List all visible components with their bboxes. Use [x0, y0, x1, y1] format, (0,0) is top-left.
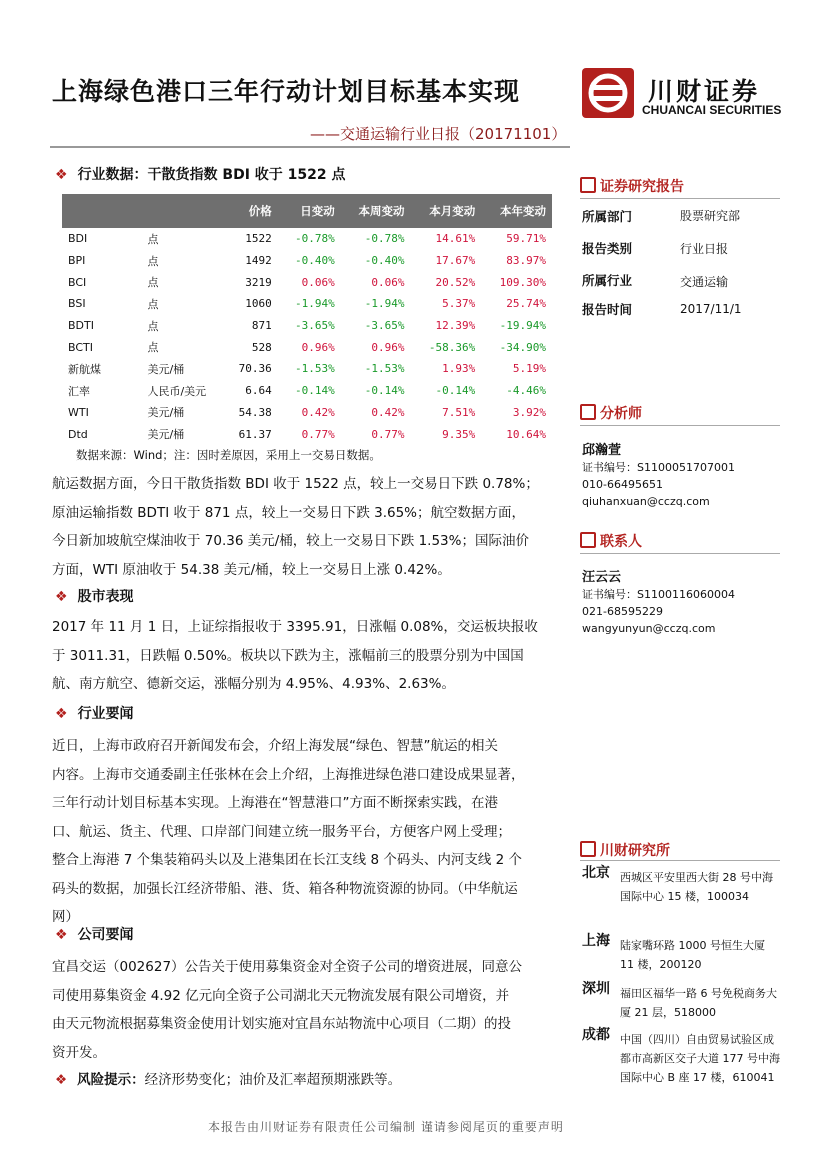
table-cell-y: -19.94% — [499, 319, 546, 333]
table-cell-w: -1.53% — [364, 362, 405, 376]
diamond-bullet-icon: ❖ — [55, 589, 68, 605]
table-row — [62, 402, 552, 424]
sidebar-divider — [580, 553, 780, 554]
table-cell-price: 3219 — [245, 275, 272, 289]
office-city: 上海 — [582, 933, 610, 949]
contact-card: 汪云云 证书编号：S1100116060004 021-68595229 wangyunyun@cczq.com — [582, 570, 735, 635]
table-cell-price: 1060 — [245, 297, 272, 311]
table-cell-price: 871 — [251, 319, 272, 333]
analyst-card: 邱瀚萱 证书编号：S1100051707001 010-66495651 qiuhanxuan@cczq.com — [582, 443, 735, 508]
table-header-cell — [141, 194, 220, 228]
office-address: 陆家嘴环路 1000 号恒生大厦 11 楼，200120 — [620, 939, 765, 971]
table-cell-name: BCI — [68, 275, 87, 289]
table-cell-w: -0.14% — [364, 384, 405, 398]
office-city: 深圳 — [582, 981, 610, 997]
page-subtitle: ——交通运输行业日报（20171101） — [310, 125, 567, 143]
table-cell-y: 59.71% — [506, 232, 546, 246]
table-cell-m: 9.35% — [442, 427, 476, 441]
sidebar-divider — [580, 860, 780, 861]
office-city: 成都 — [582, 1027, 610, 1043]
market-paragraph: 2017 年 11 月 1 日，上证综指报收于 3395.91，日涨幅 0.08%，交运板块报收 于 3011.31，日跌幅 0.50%。板块以下跌为主，涨幅前三的股票分别为中国国 航、南方航空、德新交运，涨幅分别为 4.95%、4.93%、2.63%。 — [52, 619, 538, 692]
risk-warning: ❖ 风险提示：经济形势变化；油价及汇率超预期涨跌等。 — [55, 1072, 402, 1088]
table-cell-w: -0.78% — [364, 232, 405, 246]
table-cell-m: -58.36% — [428, 340, 476, 354]
table-cell-unit: 点 — [147, 319, 159, 333]
table-cell-d: -0.78% — [294, 232, 335, 246]
table-cell-m: 20.52% — [435, 275, 476, 289]
table-cell-w: 0.06% — [371, 275, 405, 289]
office-city: 北京 — [582, 865, 610, 881]
sidebar-divider — [580, 425, 780, 426]
table-header-cell — [62, 194, 141, 228]
section-industry-data: ❖ 行业数据：干散货指数 BDI 收于 1522 点 — [55, 167, 346, 183]
table-cell-w: -1.94% — [364, 297, 405, 311]
table-row — [62, 358, 552, 380]
table-cell-d: -0.40% — [294, 254, 335, 268]
table-cell-d: 0.96% — [301, 340, 335, 354]
table-row — [62, 336, 552, 358]
table-cell-name: BCTI — [68, 340, 93, 354]
table-cell-y: -34.90% — [499, 340, 546, 354]
analyst-email[interactable]: qiuhanxuan@cczq.com — [582, 495, 710, 508]
sidebar-analyst-heading: 分析师 — [580, 403, 642, 423]
table-cell-y: 109.30% — [499, 275, 546, 289]
shipping-paragraph: 航运数据方面，今日干散货指数 BDI 收于 1522 点，较上一交易日下跌 0.78%； 原油运输指数 BDTI 收于 871 点，较上一交易日下跌 3.65%；航空数据方面， 今日新加坡航空煤油收于 70.36 美元/桶，较上一交易日下跌 1.53%；国际油价 方面，WTI 原油收于 54.38 美元/桶，较上一交易日上涨 0.42%。 — [52, 476, 539, 578]
table-cell-name: WTI — [68, 405, 89, 419]
table-header-row — [62, 194, 552, 228]
sidebar-institute-heading: 川财研究所 — [580, 840, 670, 860]
table-cell-d: -1.53% — [294, 362, 335, 376]
table-row — [62, 380, 552, 402]
table-cell-price: 1522 — [245, 232, 272, 246]
table-cell-m: 14.61% — [435, 232, 476, 246]
table-header-cell: 价格 — [221, 194, 278, 228]
contact-icon — [580, 532, 596, 548]
diamond-bullet-icon: ❖ — [55, 927, 68, 943]
table-cell-d: -1.94% — [294, 297, 335, 311]
table-cell-unit: 点 — [147, 297, 159, 311]
table-cell-d: 0.77% — [301, 427, 335, 441]
table-cell-unit: 点 — [147, 341, 159, 355]
table-cell-y: 83.97% — [506, 254, 546, 268]
table-row — [62, 228, 552, 250]
table-cell-name: BDTI — [68, 319, 94, 333]
logo-english-name: CHUANCAI SECURITIES — [642, 103, 782, 117]
section-news: ❖ 行业要闻 — [55, 706, 134, 722]
table-cell-unit: 点 — [147, 232, 159, 246]
table-cell-unit: 美元/桶 — [147, 362, 185, 376]
table-cell-y: -4.46% — [506, 384, 546, 398]
table-cell-name: 汇率 — [68, 384, 90, 398]
table-header-cell: 日变动 — [278, 194, 341, 228]
diamond-bullet-icon: ❖ — [55, 1072, 68, 1088]
table-cell-price: 61.37 — [238, 427, 272, 441]
table-cell-m: 17.67% — [435, 254, 476, 268]
table-cell-m: 12.39% — [435, 319, 476, 333]
table-cell-price: 54.38 — [238, 405, 272, 419]
table-row — [62, 293, 552, 315]
table-row — [62, 423, 552, 445]
table-cell-price: 6.64 — [245, 384, 272, 398]
page-title: 上海绿色港口三年行动计划目标基本实现 — [52, 77, 521, 106]
table-cell-price: 528 — [251, 340, 272, 354]
header-divider — [50, 146, 570, 148]
table-cell-unit: 点 — [147, 254, 159, 268]
sidebar-report-heading: 证券研究报告 — [580, 176, 684, 196]
table-cell-m: 7.51% — [442, 405, 476, 419]
page-footer: 本报告由川财证券有限责任公司编制 谨请参阅尾页的重要声明 — [208, 1120, 564, 1134]
table-cell-unit: 人民币/美元 — [147, 384, 207, 398]
table-cell-name: Dtd — [68, 427, 88, 441]
table-row — [62, 315, 552, 337]
report-icon — [580, 177, 596, 193]
table-header-cell: 本年变动 — [481, 194, 552, 228]
table-cell-d: -3.65% — [294, 319, 335, 333]
news-paragraph: 近日，上海市政府召开新闻发布会，介绍上海发展“绿色、智慧”航运的相关 内容。上海市交通委副主任张林在会上介绍，上海推进绿色港口建设成果显著， 三年行动计划目标基本实现。上海港在“智慧港口”方面不断探索实践，在港 口、航运、货主、代理、口岸部门间建立统一服务平台，方便客户网上受理； 整合上海港 7 个集装箱码头以及上港集团在长江支线 8 个码头、内河支线 2 个 码头的数据，加强长江经济带船、港、货、箱各种物流资源的协同。（中华航运 网） — [52, 738, 525, 925]
table-cell-y: 10.64% — [506, 427, 546, 441]
table-cell-name: BDI — [68, 232, 88, 246]
table-cell-m: -0.14% — [435, 384, 476, 398]
data-source-note: 数据来源：Wind；注：因时差原因，采用上一交易日数据。 — [76, 448, 381, 462]
office-address: 福田区福华一路 6 号免税商务大厦 21 层，518000 — [620, 987, 777, 1019]
table-row — [62, 250, 552, 272]
section-company: ❖ 公司要闻 — [55, 927, 134, 943]
contact-email[interactable]: wangyunyun@cczq.com — [582, 622, 716, 635]
sidebar-divider — [580, 198, 780, 199]
table-row — [62, 271, 552, 293]
table-cell-m: 1.93% — [442, 362, 476, 376]
table-cell-unit: 美元/桶 — [147, 406, 185, 420]
table-cell-price: 70.36 — [238, 362, 272, 376]
table-cell-y: 5.19% — [512, 362, 546, 376]
table-cell-unit: 点 — [147, 276, 159, 290]
diamond-bullet-icon: ❖ — [55, 706, 68, 722]
table-cell-price: 1492 — [245, 254, 272, 268]
table-cell-y: 3.92% — [512, 405, 546, 419]
section-market: ❖ 股市表现 — [55, 589, 134, 605]
table-cell-name: BSI — [68, 297, 86, 311]
market-data-table — [62, 194, 552, 445]
analyst-icon — [580, 404, 596, 420]
institute-icon — [580, 841, 596, 857]
logo-chinese-name: 川财证券 — [648, 77, 761, 106]
table-cell-w: 0.42% — [371, 405, 405, 419]
table-cell-w: 0.96% — [371, 340, 405, 354]
company-paragraph: 宜昌交运（002627）公告关于使用募集资金对全资子公司的增资进展，同意公 司使用募集资金 4.92 亿元向全资子公司湖北天元物流发展有限公司增资，并 由天元物流根据募集资金使用计划实施对宜昌东站物流中心项目（二期）的投 资开发。 — [52, 959, 523, 1061]
table-cell-unit: 美元/桶 — [147, 428, 185, 442]
table-cell-w: -0.40% — [364, 254, 405, 268]
sidebar-contact-heading: 联系人 — [580, 531, 642, 551]
table-cell-w: -3.65% — [364, 319, 405, 333]
table-cell-y: 25.74% — [506, 297, 546, 311]
table-cell-m: 5.37% — [442, 297, 476, 311]
diamond-bullet-icon: ❖ — [55, 167, 68, 183]
table-header-cell: 本月变动 — [410, 194, 481, 228]
table-cell-w: 0.77% — [371, 427, 405, 441]
table-cell-d: 0.06% — [301, 275, 335, 289]
table-cell-d: -0.14% — [294, 384, 335, 398]
office-address: 西城区平安里西大街 28 号中海国际中心 15 楼，100034 — [620, 871, 773, 903]
table-cell-name: 新航煤 — [68, 362, 101, 376]
company-logo-icon — [582, 68, 634, 118]
office-address: 中国（四川）自由贸易试验区成都市高新区交子大道 177 号中海国际中心 B 座 17 楼，610041 — [620, 1033, 780, 1084]
table-cell-d: 0.42% — [301, 405, 335, 419]
table-header-cell: 本周变动 — [341, 194, 411, 228]
table-cell-name: BPI — [68, 254, 86, 268]
